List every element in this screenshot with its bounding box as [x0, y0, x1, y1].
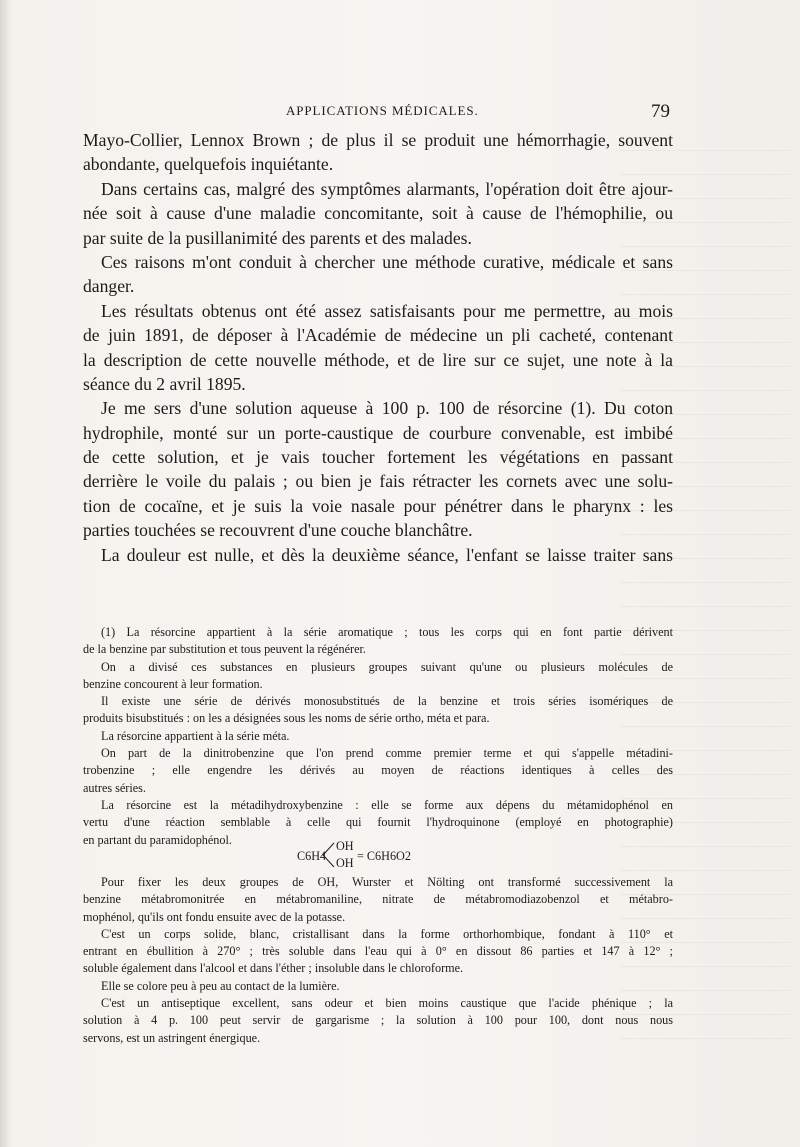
footnote-line: trobenzine ; elle engendre les dérivés au moyen de réactions identiques à celles des — [83, 763, 673, 778]
footnote-line: de la benzine par substitution et tous peuvent la régénérer. — [83, 642, 366, 657]
body-line: Ces raisons m'ont conduit à chercher une méthode curative, médicale et sans — [101, 251, 673, 272]
body-line: Je me sers d'une solution aqueuse à 100 p. 100 de résorcine (1). Du coton — [101, 398, 673, 419]
body-line: Les résultats obtenus ont été assez satisfaisants pour me permettre, au mois — [101, 300, 673, 321]
formula-bracket-icon — [321, 841, 335, 873]
formula-bottom-group: OH — [336, 856, 354, 870]
footnote-line: produits bisubstitués : on les a désignées sous les noms de série ortho, méta et para. — [83, 711, 490, 726]
page-edge-shadow — [0, 0, 12, 1147]
body-line: Mayo-Collier, Lennox Brown ; de plus il se produit une hémorrhagie, souvent — [83, 130, 673, 150]
page-number: 79 — [651, 101, 670, 122]
footnotes — [83, 624, 673, 849]
footnote-line: Il existe une série de dérivés monosubstitués de la benzine et trois séries isomériques de — [101, 694, 673, 709]
body-line: danger. — [83, 276, 135, 297]
footnote-line: mophénol, qu'ils ont fondu ensuite avec de la potasse. — [83, 909, 346, 924]
footnote-line: autres séries. — [83, 780, 146, 795]
footnote-line: Pour fixer les deux groupes de OH, Wurster et Nölting ont transformé successivement la — [101, 875, 673, 889]
footnote-line: soluble également dans l'alcool et dans l'éther ; insoluble dans le chloroforme. — [83, 961, 464, 976]
running-title: APPLICATIONS MÉDICALES. — [286, 103, 479, 118]
body-line: parties touchées se recouvrent d'une couche blanchâtre. — [83, 520, 473, 541]
body-line: de juin 1891, de déposer à l'Académie de médecine un pli cacheté, contenant — [83, 325, 673, 346]
footnote-line: On part de la dinitrobenzine que l'on prend comme premier terme et qui s'appelle métadini- — [101, 746, 673, 761]
body-line: La douleur est nulle, et dès la deuxième séance, l'enfant se laisse traiter sans — [101, 544, 673, 565]
footnotes-continued — [83, 874, 673, 1047]
chemical-formula — [297, 840, 477, 874]
footnote-line: benzine concourent à leur formation. — [83, 676, 263, 691]
body-line: hydrophile, monté sur un porte-caustique de courbure convenable, est imbibé — [83, 422, 673, 443]
body-line: abondante, quelquefois inquiétante. — [83, 154, 334, 175]
footnote-line: benzine métabromonitrée en métabromaniline, nitrate de métabromodiazobenzol et métabro- — [83, 892, 673, 907]
footnote-line: C'est un corps solide, blanc, cristallisant dans la forme orthorhombique, fondant à 110° et — [101, 926, 673, 941]
body-line: séance du 2 avril 1895. — [83, 373, 246, 394]
body-line: Dans certains cas, malgré des symptômes alarmants, l'opération doit être ajour- — [101, 178, 673, 199]
body-line: de cette solution, et je vais toucher fortement les végétations en passant — [83, 447, 673, 468]
formula-left: C6H4 — [297, 849, 327, 863]
footnote-line: La résorcine est la métadihydroxybenzine : elle se forme aux dépens du métamidophénol en — [101, 797, 673, 812]
footnote-line: servons, est un astringent énergique. — [83, 1030, 261, 1045]
footnote-line: La résorcine appartient à la série méta. — [101, 728, 290, 743]
footnote-line: vertu d'une réaction semblable à celle qui fournit l'hydroquinone (employé en photographie) — [83, 815, 673, 830]
body-line: par suite de la pusillanimité des parents et des malades. — [83, 227, 472, 248]
footnote-line: en partant du paramidophénol. — [83, 832, 232, 847]
footnote-line: (1) La résorcine appartient à la série aromatique ; tous les corps qui en font partie dérivent — [101, 625, 673, 639]
body-line: la description de cette nouvelle méthode, et de lire sur ce sujet, une note à la — [83, 349, 673, 370]
body-line: tion de cocaïne, et je suis la voie nasale pour pénétrer dans le pharynx : les — [83, 495, 673, 516]
running-header — [0, 103, 800, 127]
body-line: née soit à cause d'une maladie concomitante, soit à cause de l'hémophilie, ou — [83, 203, 673, 224]
formula-top-group: OH — [336, 839, 354, 853]
footnote-line: Elle se colore peu à peu au contact de la lumière. — [101, 978, 340, 993]
footnote-line: entrant en ébullition à 270° ; très soluble dans l'eau qui à 0° en dissout 86 parties et 147 à 12° ; — [83, 944, 673, 959]
footnote-line: solution à 4 p. 100 peut servir de gargarisme ; la solution à 100 pour 100, dont nous nous — [83, 1013, 673, 1028]
formula-result: = C6H6O2 — [357, 849, 411, 863]
main-text — [83, 128, 673, 567]
body-line: derrière le voile du palais ; ou bien je fais rétracter les cornets avec une solu- — [83, 471, 673, 492]
footnote-line: On a divisé ces substances en plusieurs groupes suivant qu'une ou plusieurs molécules de — [101, 659, 673, 674]
footnote-line: C'est un antiseptique excellent, sans odeur et bien moins caustique que l'acide phénique ; la — [101, 996, 673, 1011]
